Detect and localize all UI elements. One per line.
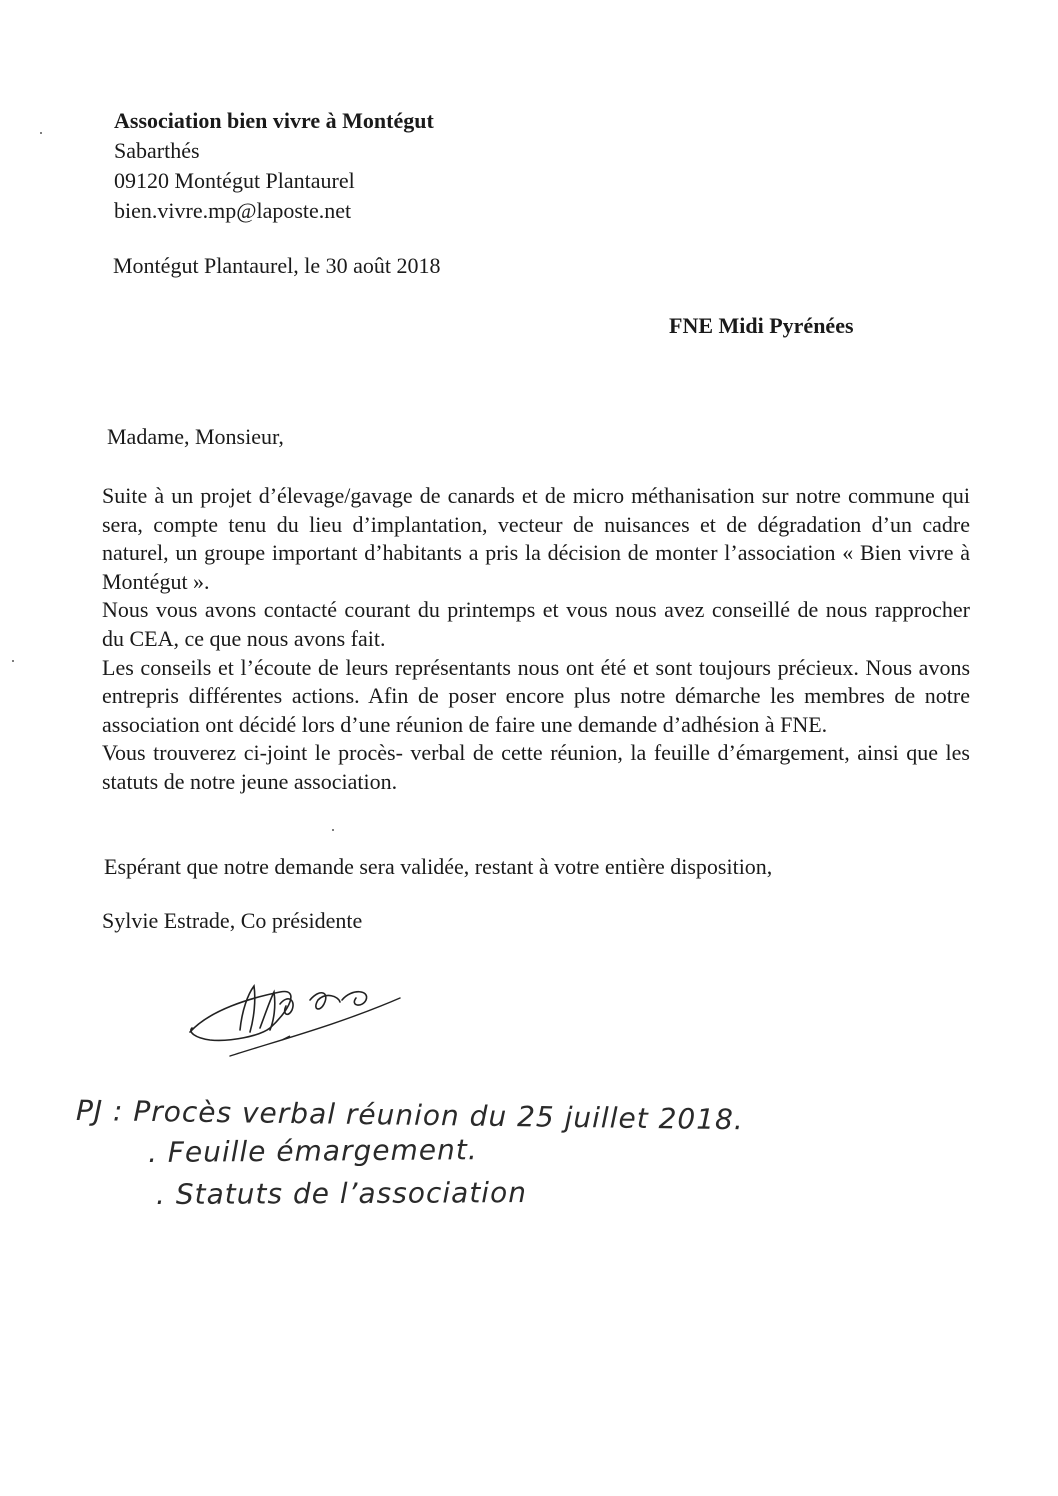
body-paragraph-1: Suite à un projet d’élevage/gavage de canards et de micro méthanisation sur notre commune qui sera, compte tenu du lieu d’implantation, vecteur de nuisances et de dégradation d’un cadre naturel, un groupe important d’habitants a pris la décision de monter l’association « Bien vivre à Montégut ».	[102, 483, 970, 594]
sender-address-line2: 09120 Montégut Plantaurel	[114, 168, 355, 193]
scan-speck	[332, 829, 334, 831]
body-paragraph-4: Vous trouverez ci-joint le procès- verbal de cette réunion, la feuille d’émargement, ainsi que les statuts de notre jeune association.	[102, 740, 970, 794]
body-paragraph-2: Nous vous avons contacté courant du printemps et vous nous avez conseillé de nous rapprocher du CEA, ce que nous avons fait.	[102, 597, 970, 651]
scan-speck	[40, 132, 42, 134]
sender-email: bien.vivre.mp@laposte.net	[114, 198, 352, 223]
attachment-line-3: . Statuts de l’association	[155, 1176, 528, 1211]
salutation: Madame, Monsieur,	[107, 424, 284, 449]
handwritten-signature	[170, 970, 410, 1070]
body-paragraph-3: Les conseils et l’écoute de leurs représentants nous ont été et sont toujours précieux. Nous avons entrepris différentes actions. Afin de poser encore plus notre démarche les membres de notre association ont décidé lors d’une réunion de faire une demande d’adhésion à FNE.	[102, 654, 970, 737]
sender-address-line1: Sabarthés	[114, 138, 200, 163]
recipient: FNE Midi Pyrénées	[669, 313, 854, 338]
signer-name: Sylvie Estrade, Co présidente	[102, 908, 363, 933]
date-line: Montégut Plantaurel, le 30 août 2018	[113, 253, 441, 278]
attachment-line-1: PJ : Procès verbal réunion du 25 juillet 2018.	[75, 1094, 744, 1137]
attachments-handwritten-note	[76, 1090, 816, 1220]
closing-line: Espérant que notre demande sera validée, restant à votre entière disposition,	[104, 854, 773, 879]
attachment-line-2: . Feuille émargement.	[147, 1133, 478, 1169]
sender-organization: Association bien vivre à Montégut	[114, 108, 434, 133]
scan-speck	[12, 660, 14, 662]
letter-body	[102, 482, 970, 797]
sender-block	[114, 106, 434, 226]
